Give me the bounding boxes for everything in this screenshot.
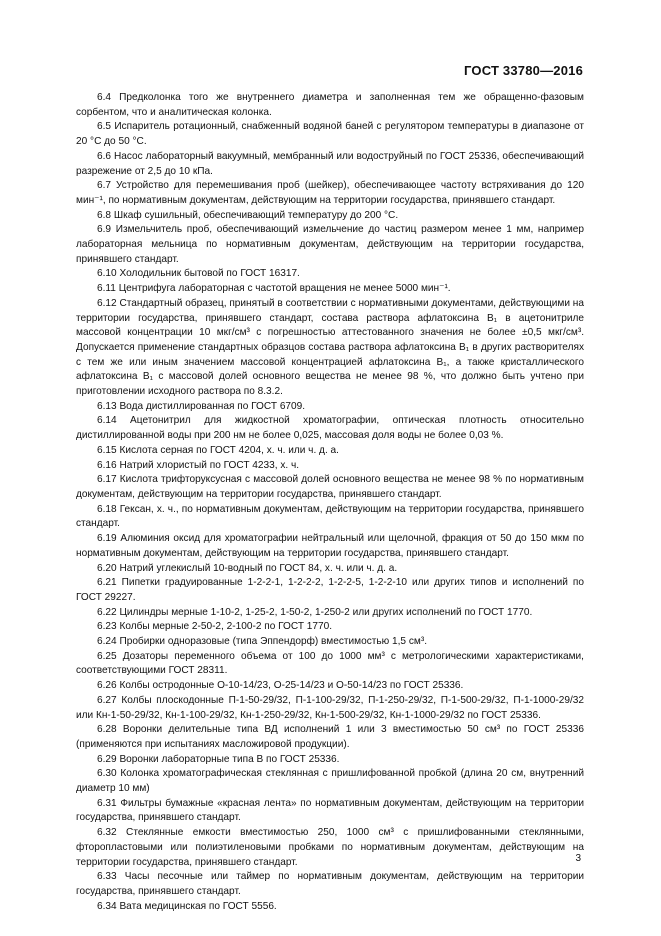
page-number: 3 <box>575 853 581 864</box>
list-item: 6.27 Колбы плоскодонные П-1-50-29/32, П-1-100-29/32, П-1-250-29/32, П-1-500-29/32, П-1-1000-29/32 или Кн-1-50-29/32, Кн-1-100-29/32, Кн-1-250-29/32, Кн-1-500-29/32, Кн-1-1000-29/32 по ГОСТ 25336. <box>76 694 584 721</box>
standard-header: ГОСТ 33780—2016 <box>464 63 583 78</box>
list-item: 6.10 Холодильник бытовой по ГОСТ 16317. <box>97 268 300 280</box>
equipment-list <box>76 91 584 914</box>
list-item: 6.24 Пробирки одноразовые (типа Эппендорф) вместимостью 1,5 см³. <box>97 636 427 648</box>
list-item: 6.4 Предколонка того же внутреннего диаметра и заполненная тем же обращенно-фазовым сорбентом, что и аналитическая колонка. <box>76 92 584 118</box>
list-item: 6.29 Воронки лабораторные типа В по ГОСТ 25336. <box>97 753 340 765</box>
list-item: 6.17 Кислота трифторуксусная с массовой долей основного вещества не менее 98 % по нормативным документам, действующим на территории государства, принявшего стандарт. <box>76 474 584 500</box>
list-item: 6.6 Насос лабораторный вакуумный, мембранный или водоструйный по ГОСТ 25336, обеспечивающий разрежение от 2,5 до 10 кПа. <box>76 150 584 177</box>
list-item: 6.19 Алюминия оксид для хроматографии нейтральный или щелочной, фракция от 50 до 150 мкм по нормативным документам, действующим на территории государства, принявшего стандарт. <box>76 533 584 559</box>
list-item: 6.14 Ацетонитрил для жидкостной хроматографии, оптическая плотность относительно дистиллированной воды при 200 нм не более 0,025, массовая доля воды не более 0,03 %. <box>76 415 584 442</box>
list-item: 6.16 Натрий хлористый по ГОСТ 4233, х. ч. <box>97 459 300 471</box>
list-item: 6.12 Стандартный образец, принятый в соответствии с нормативными документами, действующими на территории государства, принявшего стандарт, состава раствора афлатоксина B₁ в ацетонитриле массовой концентрации 10 мкг/см³ с погрешностью аттестованного значения не более ±0,5 мкг/см³. Допускается применение стандартных образцов состава раствора афлатоксина B₁ в других растворителях с тем же или иным значением массовой концентрацией афлатоксина B₁, а также кристаллического афлатоксина B₁ с массовой долей основного вещества не менее 98 %, что должно быть учтено при приготовлении исходного раствора по 8.3.2. <box>76 297 584 398</box>
list-item: 6.22 Цилиндры мерные 1-10-2, 1-25-2, 1-50-2, 1-250-2 или других исполнений по ГОСТ 1770. <box>97 606 533 618</box>
list-item: 6.23 Колбы мерные 2-50-2, 2-100-2 по ГОСТ 1770. <box>97 621 333 633</box>
list-item: 6.9 Измельчитель проб, обеспечивающий измельчение до частиц размером менее 1 мм, например лабораторная мельница по нормативным документам, действующим на территории государства, принявшего стандарт. <box>76 224 584 265</box>
list-item: 6.33 Часы песочные или таймер по нормативным документам, действующим на территории государства, принявшего стандарт. <box>76 871 584 897</box>
list-item: 6.18 Гексан, х. ч., по нормативным документам, действующим на территории государства, принявшего стандарт. <box>76 503 584 530</box>
list-item: 6.15 Кислота серная по ГОСТ 4204, х. ч. или ч. д. а. <box>97 444 339 456</box>
list-item: 6.34 Вата медицинская по ГОСТ 5556. <box>97 900 277 912</box>
list-item: 6.8 Шкаф сушильный, обеспечивающий температуру до 200 °С. <box>97 209 399 221</box>
list-item: 6.28 Воронки делительные типа ВД исполнений 1 или 3 вместимостью 50 см³ по ГОСТ 25336 (применяются при испытаниях масложировой продукции). <box>76 724 584 750</box>
list-item: 6.11 Центрифуга лабораторная с частотой вращения не менее 5000 мин⁻¹. <box>97 283 451 295</box>
list-item: 6.20 Натрий углекислый 10-водный по ГОСТ 84, х. ч. или ч. д. а. <box>97 562 398 574</box>
list-item: 6.30 Колонка хроматографическая стеклянная с пришлифованной пробкой (длина 20 см, внутренний диаметр 10 мм) <box>76 768 584 795</box>
list-item: 6.31 Фильтры бумажные «красная лента» по нормативным документам, действующим на территории государства, принявшего стандарт. <box>76 797 584 824</box>
list-item: 6.25 Дозаторы переменного объема от 100 до 1000 мм³ с метрологическими характеристиками, соответствующими ГОСТ 28311. <box>76 650 584 677</box>
list-item: 6.32 Стеклянные емкости вместимостью 250, 1000 см³ с пришлифованными стеклянными, фторопластовыми или полиэтиленовыми пробками по нормативным документам, действующим на территории государства, принявшего стандарт. <box>76 827 584 868</box>
list-item: 6.26 Колбы остродонные О-10-14/23, О-25-14/23 и О-50-14/23 по ГОСТ 25336. <box>97 680 464 692</box>
list-item: 6.7 Устройство для перемешивания проб (шейкер), обеспечивающее частоту встряхивания до 120 мин⁻¹, по нормативным документам, действующим на территории государства, принявшего стандарт. <box>76 180 584 206</box>
list-item: 6.21 Пипетки градуированные 1-2-2-1, 1-2-2-2, 1-2-2-5, 1-2-2-10 или других типов и исполнений по ГОСТ 29227. <box>76 577 584 603</box>
list-item: 6.5 Испаритель ротационный, снабженный водяной баней с регулятором температуры в диапазоне от 20 °С до 50 °С. <box>76 121 584 148</box>
list-item: 6.13 Вода дистиллированная по ГОСТ 6709. <box>97 400 306 412</box>
